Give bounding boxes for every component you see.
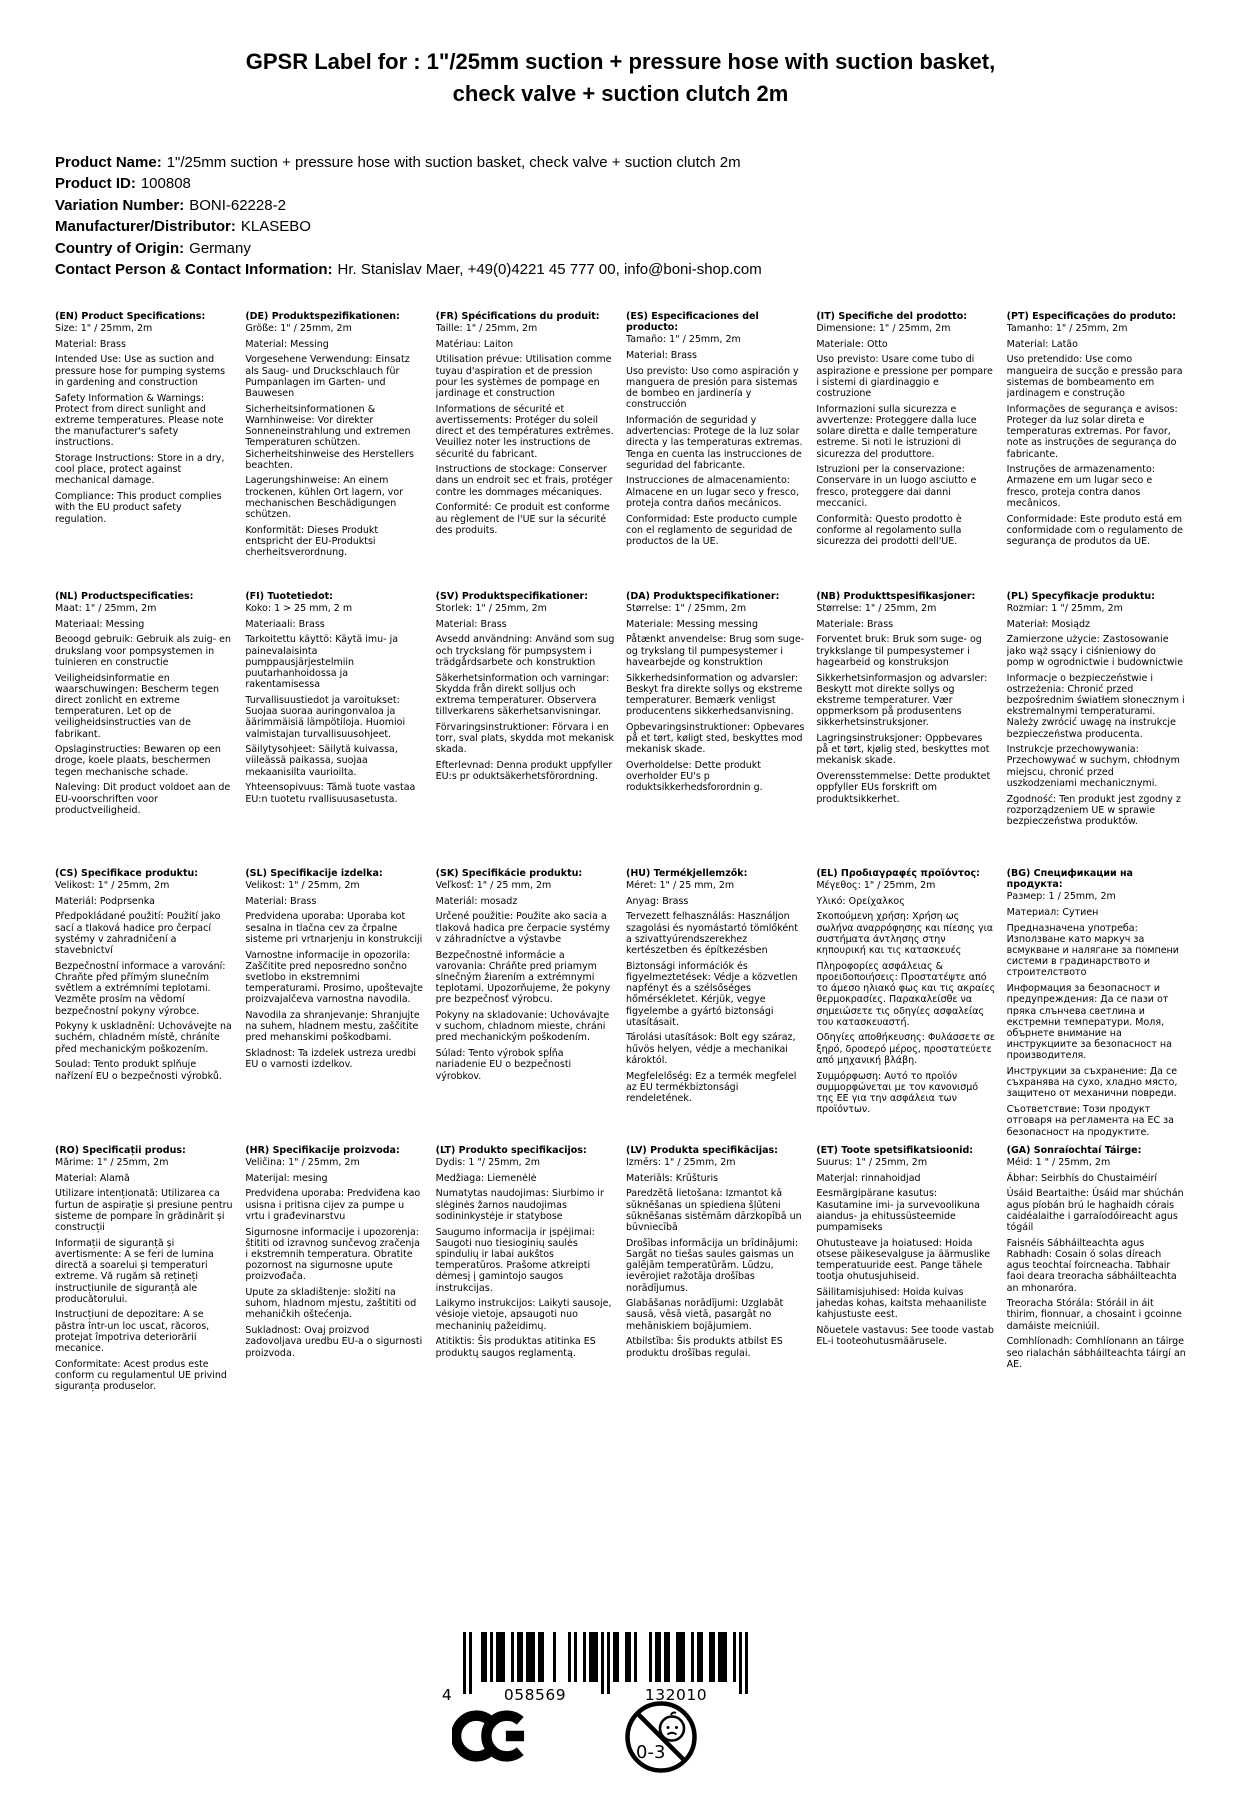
barcode-bar: [676, 1632, 679, 1682]
baby-face: [660, 1717, 684, 1741]
spec-paragraph: Dydis: 1 "/ 25mm, 2m: [435, 1156, 541, 1168]
barcode-bar: [658, 1632, 661, 1682]
spec-paragraph: Dimensione: 1" / 25mm, 2m: [816, 322, 951, 334]
barcode-bar: [520, 1632, 523, 1682]
product-info-row: [55, 216, 1186, 238]
product-info-row: [55, 238, 1186, 260]
spec-paragraph: Materijal: mesing: [245, 1172, 328, 1184]
spec-block-fr: [436, 311, 615, 591]
spec-paragraph: Biztonsági információk és figyelmeztetések: Védje a közvetlen napfényt és a szélsőséges hőmérsékletet. Kérjük, vegye figyelembe a gyártó biztonsági utasításait.: [625, 960, 798, 1028]
spec-paragraph: Izmērs: 1" / 25mm, 2m: [625, 1156, 736, 1168]
spec-paragraph: Suurus: 1" / 25mm, 2m: [816, 1156, 928, 1168]
spec-paragraph: Eesmärgipärane kasutus: Kasutamine imi- ja survevoolikuna aiandus- ja ehitussüsteemide pumpamiseks: [816, 1188, 980, 1233]
spec-paragraph: Instructions de stockage: Conserver dans un endroit sec et frais, protéger contre les dommages mécaniques.: [435, 464, 613, 498]
spec-block-heading: (DA) Produktspecifikationer:: [625, 590, 780, 602]
barcode-bar: [589, 1632, 592, 1682]
barcode-bar: [634, 1632, 637, 1682]
spec-paragraph: Материал: Сутиен: [1006, 906, 1099, 918]
spec-paragraph: Forventet bruk: Bruk som suge- og trykkslange til pumpesystemer i hagearbeid og konstruksjon: [816, 634, 982, 668]
spec-block-heading: (NB) Produkttspesifikasjoner:: [816, 590, 976, 602]
spec-block-heading: (ES) Especificaciones del producto:: [625, 310, 759, 333]
product-info-row: [55, 173, 1186, 195]
barcode-digit-first: 4: [441, 1686, 453, 1704]
spec-paragraph: Avsedd användning: Använd som sug och tryckslang för pumpsystem i trädgårdsarbete och konstruktion: [435, 634, 615, 668]
barcode-bar: [532, 1632, 535, 1682]
spec-paragraph: Υλικό: Ορείχαλκος: [816, 895, 905, 907]
spec-paragraph: Säilytysohjeet: Säilytä kuivassa, viileässä paikassa, suojaa mekaanisilta vaurioilta.: [245, 744, 398, 778]
spec-paragraph: Materjal: rinnahoidjad: [816, 1172, 921, 1184]
spec-paragraph: Informations de sécurité et avertissements: Protéger du soleil direct et des températures extrêmes. Veuillez noter les instructions de sécurité du fabricant.: [435, 403, 614, 460]
spec-paragraph: Overensstemmelse: Dette produktet oppfyller EUs forskrift om produktsikkerhet.: [816, 771, 991, 805]
spec-paragraph: Tamaño: 1" / 25mm, 2m: [625, 334, 741, 346]
barcode-digits-left: 058569: [503, 1686, 567, 1704]
spec-paragraph: Съответствие: Този продукт отговаря на регламента на ЕС за безопасност на продуктите.: [1006, 1104, 1174, 1138]
barcode-bar: [721, 1632, 724, 1682]
spec-block-es: [626, 311, 805, 591]
spec-paragraph: Tervezett felhasználás: Használjon szagolási és nyomástartó tömlőként a szivattyúrendszerekhez kertészetben és építkezésben: [625, 911, 798, 956]
spec-paragraph: Glabāšanas norādījumi: Uzglabāt sausā, vēsā vietā, pasargāt no mehāniskiem bojājumiem.: [625, 1298, 784, 1332]
barcode-bar: [655, 1632, 658, 1682]
spec-paragraph: Předpokládané použití: Použití jako sací a tlaková hadice pro čerpací systémy v zahradničení a stavebnictví: [55, 911, 221, 956]
spec-paragraph: Material: Brass: [55, 338, 126, 350]
barcode-bar: [538, 1632, 541, 1682]
barcode-bar: [469, 1632, 472, 1694]
barcode-bar: [712, 1632, 715, 1682]
spec-block-heading: (ET) Toote spetsifikatsioonid:: [816, 1144, 974, 1156]
spec-paragraph: Megfelelőség: Ez a termék megfelel az EU termékbiztonsági rendeletének.: [625, 1070, 797, 1104]
spec-block-it: [816, 311, 995, 591]
spec-paragraph: Veiligheidsinformatie en waarschuwingen: Bescherm tegen direct zonlicht en extreme temperaturen. Let op de veiligheidsinstructies van de fabrikant.: [55, 672, 219, 740]
barcode-bar: [574, 1632, 577, 1682]
spec-block-el: [816, 868, 995, 1145]
spec-paragraph: Conformità: Questo prodotto è conforme al regolamento sulla sicurezza dei prodotti dell'UE.: [816, 513, 962, 547]
spec-block-heading: (LT) Produkto specifikacijos:: [435, 1144, 587, 1156]
barcode-bar: [529, 1632, 532, 1682]
spec-paragraph: Velikost: 1" / 25mm, 2m: [245, 879, 360, 891]
barcode-bar: [718, 1632, 721, 1682]
barcode-bar: [526, 1632, 529, 1682]
spec-paragraph: Materiaali: Brass: [245, 618, 325, 630]
baby-hair-curl: [671, 1713, 676, 1715]
spec-block-fi: [245, 591, 424, 868]
barcode-bar: [499, 1632, 502, 1682]
spec-block-bg: [1007, 868, 1186, 1145]
spec-block-sl: [245, 868, 424, 1145]
barcode-bar: [667, 1632, 670, 1682]
spec-block-cs: [55, 868, 234, 1145]
spec-paragraph: Tamanho: 1" / 25mm, 2m: [1006, 322, 1128, 334]
barcode-bar: [733, 1632, 736, 1682]
spec-paragraph: Material: Brass: [435, 618, 507, 630]
spec-paragraph: Nõuetele vastavus: See toode vastab EL-i tooteohutusmäärusele.: [816, 1325, 994, 1348]
barcode-bar: [502, 1632, 505, 1682]
spec-paragraph: Pokyny k uskladnění: Uchovávejte na suchém, chladném místě, chráníte před mechanickým poškozením.: [55, 1021, 232, 1055]
spec-paragraph: Materiál: Podprsenka: [55, 895, 155, 907]
spec-paragraph: Overholdelse: Dette produkt overholder EU's p roduktsikkerhedsforordnin g.: [625, 759, 763, 794]
baby-eye-right: [675, 1726, 678, 1729]
barcode-bar: [607, 1632, 610, 1694]
age-warning-label: 0-3: [636, 1742, 666, 1763]
spec-paragraph: Anyag: Brass: [625, 895, 689, 907]
spec-block-en: [55, 311, 234, 591]
product-info: [55, 152, 1186, 281]
spec-paragraph: Intended Use: Use as suction and pressure hose for pumping systems in gardening and construction: [55, 354, 226, 388]
spec-paragraph: Atbilstība: Šis produkts atbilst ES produktu drošības regulai.: [625, 1336, 783, 1359]
spec-paragraph: Utilisation prévue: Utilisation comme tuyau d'aspiration et de pression pour les systèmes de pompage en jardinage et construction: [435, 354, 612, 399]
spec-paragraph: Istruzioni per la conservazione: Conservare in un luogo asciutto e fresco, proteggere dai danni meccanici.: [816, 464, 977, 509]
spec-paragraph: Vorgesehene Verwendung: Einsatz als Saug- und Druckschlauch für Pumpanlagen im Garten- und Bauwesen: [245, 354, 410, 399]
barcode-bar: [724, 1632, 727, 1682]
spec-paragraph: Conformité: Ce produit est conforme au règlement de l'UE sur la sécurité des produits.: [435, 502, 610, 536]
barcode-bar: [625, 1632, 628, 1682]
spec-block-ga: [1007, 1145, 1186, 1393]
spec-block-heading: (SL) Specifikacije izdelka:: [245, 867, 383, 879]
spec-paragraph: Paredzētā lietošana: Izmantot kā sūknēšanas un spiediena šļūteni sūknēšanas sistēmām dārzkopībā un būvniecībā: [625, 1188, 802, 1233]
barcode-bar: [601, 1632, 604, 1694]
spec-paragraph: Matériau: Laiton: [435, 338, 514, 350]
barcode-bar: [628, 1632, 631, 1682]
spec-paragraph: Størrelse: 1" / 25mm, 2m: [625, 602, 747, 614]
spec-paragraph: Varnostne informacije in opozorila: Zaščitite pred neposredno sončno svetlobo in ekstremnimi temperaturami. Prosimo, upoštevajte proizvajalčeva varnostna navodila.: [245, 949, 423, 1006]
spec-block-pt: [1007, 311, 1186, 591]
product-info-value: KLASEBO: [240, 218, 311, 236]
spec-paragraph: Storage Instructions: Store in a dry, cool place, protect against mechanical damage.: [55, 453, 225, 487]
page-title: GPSR Label for : 1"/25mm suction + pressure hose with suction basket, check valve + suction clutch 2m: [245, 49, 996, 106]
spec-paragraph: Materiál: mosadz: [435, 895, 518, 907]
spec-paragraph: Sigurnosne informacije i upozorenja: štititi od izravnog sunčevog zračenja i ekstremnih temperatura. Obratite pozornost na sigurnosne upute proizvođača.: [245, 1226, 420, 1283]
spec-paragraph: Beoogd gebruik: Gebruik als zuig- en drukslang voor pompsystemen in tuinieren en constructie: [55, 634, 232, 668]
spec-paragraph: Conformidad: Este producto cumple con el reglamento de seguridad de productos de la UE.: [625, 513, 798, 547]
spec-block-heading: (IT) Specifiche del prodotto:: [816, 310, 968, 322]
spec-paragraph: Material: Brass: [245, 895, 317, 907]
spec-paragraph: Materiale: Otto: [816, 338, 888, 350]
barcode-bar: [583, 1632, 586, 1682]
spec-paragraph: Laikymo instrukcijos: Laikyti sausoje, vėsioje vietoje, apsaugoti nuo mechaninių pažeidimų.: [435, 1298, 612, 1332]
spec-paragraph: Информация за безопасност и предупреждения: Да се пази от пряка слънчева светлина и екстремни температури. Моля, обърнете внимание на инструкциите за безопасност на производителя.: [1006, 983, 1172, 1062]
spec-paragraph: Zamierzone użycie: Zastosowanie jako wąż ssący i ciśnieniowy do pomp w ogrodnictwie i budownictwie: [1006, 634, 1184, 668]
spec-paragraph: Numatytas naudojimas: Siurbimo ir slėginės žarnos naudojimas sodininkystėje ir statybose: [435, 1188, 604, 1222]
spec-paragraph: Förvaringsinstruktioner: Förvara i en torr, sval plats, skydda mot mekanisk skada.: [435, 721, 614, 756]
product-info-row: [55, 259, 1186, 281]
spec-block-da: [626, 591, 805, 868]
spec-paragraph: Skladnost: Ta izdelek ustreza uredbi EU o varnosti izdelkov.: [245, 1048, 416, 1071]
barcode-bar: [595, 1632, 598, 1682]
spec-block-heading: (BG) Спецификации на продукта:: [1006, 867, 1133, 890]
spec-paragraph: Atitiktis: Šis produktas atitinka ES produktų saugos reglamentą.: [435, 1336, 596, 1359]
barcode-bar: [700, 1632, 703, 1682]
product-info-row: [55, 152, 1186, 174]
spec-paragraph: Πληροφορίες ασφάλειας & προειδοποιήσεις: Προστατέψτε από το άμεσο ηλιακό φως και τις ακραίες θερμοκρασίες. Παρακαλείσθε να σημειώσετε τις οδηγίες ασφαλείας του κατασκευαστή.: [816, 960, 996, 1028]
spec-paragraph: Treoracha Stórála: Stóráil in áit thirim, fionnuar, a chosaint i gcoinne damáiste meicniúil.: [1006, 1298, 1182, 1332]
spec-paragraph: Säilitamisjuhised: Hoida kuivas jahedas kohas, kaitsta mehaaniliste kahjustuste eest.: [816, 1287, 987, 1321]
spec-block-et: [816, 1145, 995, 1393]
ce-mark-icon: [452, 1710, 532, 1762]
barcode-bar: [496, 1632, 499, 1682]
spec-paragraph: Ohutusteave ja hoiatused: Hoida otsese päikesevalguse ja äärmuslike temperatuuride eest. Pange tähele tootja ohutusjuhiseid.: [816, 1237, 991, 1283]
spec-paragraph: Koko: 1 > 25 mm, 2 m: [245, 602, 353, 614]
barcode-bar: [511, 1632, 514, 1682]
age-warning-svg: [624, 1700, 698, 1774]
spec-block-sk: [436, 868, 615, 1145]
spec-block-heading: (SV) Produktspecifikationer:: [435, 590, 589, 602]
spec-paragraph: Méret: 1" / 25 mm, 2m: [625, 879, 735, 891]
spec-paragraph: Yhteensopivuus: Tämä tuote vastaa EU:n tuotetu rvallisuusasetusta.: [245, 782, 416, 805]
spec-paragraph: Sikkerhedsinformation og advarsler: Beskyt fra direkte sollys og ekstreme temperaturer. Bemærk venligst producentens sikkerhedsanvisning.: [625, 672, 803, 718]
spec-paragraph: Drošības informācija un brīdinājumi: Sargāt no tiešas saules gaismas un galējām temperatūrām. Lūdzu, ievērojiet ražotāja drošības norādījumus.: [625, 1237, 799, 1294]
product-info-label: Manufacturer/Distributor:: [55, 218, 236, 236]
barcode-bar: [616, 1632, 619, 1682]
spec-paragraph: Efterlevnad: Denna produkt uppfyller EU:s pr oduktsäkerhetsförordning.: [435, 759, 613, 783]
barcode-bar: [553, 1632, 556, 1682]
spec-paragraph: Påtænkt anvendelse: Brug som suge- og trykslang til pumpesystemer i havearbejde og konstruktion: [625, 634, 805, 668]
spec-paragraph: Materiaal: Messing: [55, 618, 145, 630]
spec-paragraph: Información de seguridad y advertencias: Protege de la luz solar directa y las temperaturas extremas. Tenga en cuenta las instrucciones de seguridad del fabricante.: [625, 414, 803, 471]
spec-paragraph: Storlek: 1" / 25mm, 2m: [435, 602, 547, 614]
spec-paragraph: Materiāls: Krūšturis: [625, 1172, 719, 1184]
barcode-bar: [691, 1632, 694, 1682]
ean13-barcode-svg: [427, 1632, 749, 1704]
spec-paragraph: Pokyny na skladovanie: Uchovávajte v suchom, chladnom mieste, chráni pred mechanickým poškodením.: [435, 1010, 610, 1044]
spec-block-ro: [55, 1145, 234, 1393]
spec-paragraph: Μέγεθος: 1" / 25mm, 2m: [816, 879, 936, 891]
spec-block-nl: [55, 591, 234, 868]
spec-paragraph: Turvallisuustiedot ja varoitukset: Suojaa suoraa auringonvaloa ja äärimmäisiä lämpötiloja. Huomioi valmistajan turvallisuusohjeet.: [245, 694, 406, 740]
spec-paragraph: Utilizare intenționată: Utilizarea ca furtun de aspirație și presiune pentru sisteme de pompare în grădinărit și construcții: [55, 1188, 233, 1233]
spec-block-heading: (HU) Termékjellemzők:: [625, 867, 748, 879]
spec-paragraph: Bezpečnostné informácie a varovania: Chráňte pred priamym slnečným žiarením a extrémnymi teplotami. Upozorňujeme, že pokyny pre bezpečnosť výrobcu.: [435, 949, 611, 1006]
spec-paragraph: Navodila za shranjevanje: Shranjujte na suhem, hladnem mestu, zaščitite pred mehanskimi poškodbami.: [245, 1010, 420, 1044]
spec-block-heading: (PT) Especificações do produto:: [1006, 310, 1177, 322]
spec-paragraph: Predvidena uporaba: Uporaba kot sesalna in tlačna cev za črpalne sisteme pri vrtnarjenju in konstrukciji: [245, 911, 423, 945]
product-info-label: Country of Origin:: [55, 239, 185, 257]
spec-block-heading: (HR) Specifikacije proizvoda:: [245, 1144, 400, 1156]
spec-paragraph: Conformitate: Acest produs este conform cu regulamentul UE privind siguranța produselor.: [55, 1358, 227, 1393]
product-info-label: Product ID:: [55, 175, 136, 193]
spec-paragraph: Compliance: This product complies with the EU product safety regulation.: [55, 491, 222, 525]
spec-block-heading: (PL) Specyfikacje produktu:: [1006, 590, 1155, 602]
spec-paragraph: Conformidade: Este produto está em conformidade com o regulamento de segurança de produtos da UE.: [1006, 513, 1183, 547]
spec-paragraph: Maat: 1" / 25mm, 2m: [55, 602, 157, 614]
spec-paragraph: Naleving: Dit product voldoet aan de EU-voorschriften voor productveiligheid.: [55, 782, 231, 816]
spec-paragraph: Size: 1" / 25mm, 2m: [55, 322, 153, 334]
barcode-bar: [490, 1632, 493, 1682]
spec-paragraph: Zgodność: Ten produkt jest zgodny z rozporządzeniem UE w sprawie bezpieczeństwa produktów.: [1006, 793, 1181, 827]
spec-paragraph: Upute za skladištenje: složiti na suhom, hladnom mjestu, zaštititi od mehaničkih oštećenja.: [245, 1287, 417, 1321]
spec-paragraph: Safety Information & Warnings: Protect from direct sunlight and extreme temperatures. Please note the manufacturer's safety instructions.: [55, 392, 224, 449]
spec-paragraph: Méid: 1 " / 25mm, 2m: [1006, 1156, 1111, 1168]
spec-paragraph: Ábhar: Seirbhís do Chustaiméirí: [1006, 1172, 1158, 1184]
spec-block-heading: (FI) Tuotetiedot:: [245, 590, 333, 602]
spec-block-heading: (GA) Sonraíochtaí Táirge:: [1006, 1144, 1142, 1156]
spec-block-pl: [1007, 591, 1186, 868]
product-info-value: 1"/25mm suction + pressure hose with suction basket, check valve + suction clutch 2m: [166, 153, 741, 171]
product-info-label: Variation Number:: [55, 196, 185, 214]
spec-paragraph: Opbevaringsinstruktioner: Opbevares på et tørt, køligt sted, beskyttes mod mekanisk skade.: [625, 721, 805, 756]
product-info-value: BONI-62228-2: [189, 196, 286, 214]
spec-paragraph: Informações de segurança e avisos: Proteger da luz solar direta e temperaturas extremas. Por favor, note as instruções de segurança do fabricante.: [1006, 403, 1178, 460]
spec-paragraph: Material: Brass: [625, 349, 697, 361]
spec-paragraph: Rozmiar: 1 "/ 25mm, 2m: [1006, 602, 1123, 614]
spec-paragraph: Súlad: Tento výrobok spĺňa nariadenie EU o bezpečnosti výrobkov.: [435, 1048, 572, 1082]
product-info-label: Product Name:: [55, 153, 162, 171]
barcode-bar: [463, 1632, 466, 1694]
spec-block-sv: [436, 591, 615, 868]
baby-frown: [668, 1733, 677, 1735]
spec-paragraph: Tárolási utasítások: Bolt egy száraz, hűvös helyen, védje a mechanikai károktól.: [625, 1032, 796, 1066]
spec-block-heading: (EN) Product Specifications:: [55, 310, 206, 322]
spec-paragraph: Úsáid Beartaithe: Úsáid mar shúchán agus píobán brú le haghaidh córais caidéalaithe i garraíodóireacht agus tógáil: [1006, 1188, 1184, 1233]
spec-paragraph: Určené použitie: Použite ako sacia a tlaková hadica pre čerpacie systémy v záhradníctve a výstavbe: [435, 911, 610, 945]
barcode-bar: [484, 1632, 487, 1682]
spec-paragraph: Opslaginstructies: Bewaren op een droge, koele plaats, beschermen tegen mechanische schade.: [55, 744, 221, 778]
spec-paragraph: Lagringsinstruksjoner: Oppbevares på et tørt, kjølig sted, beskyttes mot mekanisk skade.: [816, 733, 990, 767]
spec-block-hr: [245, 1145, 424, 1393]
spec-paragraph: Instrucțiuni de depozitare: A se păstra într-un loc uscat, răcoros, protejat împotriva deteriorării mecanice.: [55, 1309, 210, 1355]
spec-block-lt: [436, 1145, 615, 1393]
gpsr-label-page: [0, 46, 1241, 1763]
spec-paragraph: Uso pretendido: Use como mangueira de sucção e pressão para sistemas de bombeamento em jardinagem e construção: [1006, 354, 1183, 399]
spec-paragraph: Tarkoitettu käyttö: Käytä imu- ja painevalaisinta pumppausjärjestelmiin puutarhanhoidossa ja rakentamisessa: [245, 634, 399, 691]
spec-block-nb: [816, 591, 995, 868]
spec-paragraph: Taille: 1" / 25mm, 2m: [435, 322, 538, 334]
spec-paragraph: Materiał: Mosiądz: [1006, 618, 1090, 630]
spec-block-heading: (FR) Spécifications du produit:: [435, 310, 600, 322]
spec-paragraph: Инструкции за съхранение: Да се съхранява на сухо, хладно място, защитено от механични повреди.: [1006, 1066, 1178, 1100]
spec-paragraph: Material: Alamă: [55, 1172, 130, 1184]
spec-paragraph: Predviđena uporaba: Predviđena kao usisna i pritisna cijev za pumpe u vrtu i građevinarstvu: [245, 1188, 421, 1222]
barcode-bar: [517, 1632, 520, 1682]
spec-paragraph: Størrelse: 1" / 25mm, 2m: [816, 602, 937, 614]
product-info-value: 100808: [140, 175, 191, 193]
barcode-bar: [739, 1632, 742, 1694]
barcode-digits-right: 132010: [644, 1686, 708, 1704]
spec-paragraph: Предназначена употреба: Използване като маркуч за всмукване и налягане за помпени системи в градинарството и строителството: [1006, 922, 1179, 979]
spec-paragraph: Instrukcje przechowywania: Przechowywać w suchym, chłodnym miejscu, chronić przed uszkodzeniami mechanicznymi.: [1006, 744, 1180, 789]
spec-paragraph: Saugumo informacija ir įspėjimai: Saugoti nuo tiesioginių saulės spindulių ir labai aukštos temperatūros. Prašome atkreipti dėmesį į gamintojo saugos instrukcijas.: [435, 1226, 595, 1294]
spec-paragraph: Mărime: 1" / 25mm, 2m: [55, 1156, 169, 1168]
spec-paragraph: Comhlíonadh: Comhlíonann an táirge seo rialachán sábháilteachta táirgí an AE.: [1006, 1336, 1186, 1370]
spec-paragraph: Informații de siguranță și avertismente: A se feri de lumina directă a soarelui și temperaturi extreme. Vă rugăm să rețineți instrucțiunile de siguranță ale producătorului.: [55, 1237, 214, 1305]
spec-block-heading: (RO) Specificații produs:: [55, 1144, 186, 1156]
barcode-bar: [592, 1632, 595, 1682]
spec-paragraph: Informazioni sulla sicurezza e avvertenze: Proteggere dalla luce solare diretta e dalle temperature estreme. Si noti le istruzioni di sicurezza del produttore.: [816, 403, 978, 460]
spec-block-heading: (SK) Špecifikácie produktu:: [435, 867, 583, 879]
barcode-bar: [541, 1632, 544, 1682]
spec-paragraph: Συμμόρφωση: Αυτό το προϊόν συμμορφώνεται με τον κανονισμό της ΕΕ για την ασφάλεια των προϊόντων.: [816, 1070, 979, 1116]
barcode-bar: [649, 1632, 652, 1682]
spec-block-heading: (LV) Produkta specifikācijas:: [625, 1144, 778, 1156]
barcode-bar: [745, 1632, 748, 1694]
spec-paragraph: Veličina: 1" / 25mm, 2m: [245, 1156, 360, 1168]
spec-paragraph: Instruções de armazenamento: Armazene em um lugar seco e fresco, proteja contra danos mecânicos.: [1006, 464, 1155, 509]
barcode-bar: [664, 1632, 667, 1682]
spec-paragraph: Uso previsto: Usare come tubo di aspirazione e pressione per pompare i sistemi di giardinaggio e costruzione: [816, 354, 993, 399]
barcode-bar: [679, 1632, 682, 1682]
spec-block-heading: (EL) Προδιαγραφές προϊόντος:: [816, 867, 980, 879]
spec-block-lv: [626, 1145, 805, 1393]
spec-block-hu: [626, 868, 805, 1145]
spec-paragraph: Sicherheitsinformationen & Warnhinweise: Vor direkter Sonneneinstrahlung und extremen Temperaturen schützen. Sicherheitshinweise des Herstellers beachten.: [245, 403, 414, 471]
ean13-barcode: [427, 1632, 749, 1704]
spec-block-heading: (DE) Produktspezifikationen:: [245, 310, 400, 322]
spec-paragraph: Размер: 1 / 25mm, 2m: [1006, 891, 1116, 903]
spec-paragraph: Velikost: 1" / 25mm, 2m: [55, 879, 170, 891]
spec-paragraph: Konformität: Dieses Produkt entspricht der EU-Produktsi cherheitsverordnung.: [245, 524, 379, 559]
barcode-bar: [697, 1632, 700, 1682]
spec-block-heading: (CS) Specifikace produktu:: [55, 867, 199, 879]
spec-paragraph: Säkerhetsinformation och varningar: Skydda från direkt solljus och extrema temperaturer. Observera tillverkarens säkerhetsanvisningar.: [435, 672, 610, 718]
product-info-value: Hr. Stanislav Maer, +49(0)4221 45 777 00, info@boni-shop.com: [337, 261, 762, 279]
spec-paragraph: Medžiaga: Liemenėlė: [435, 1172, 537, 1184]
spec-paragraph: Materiale: Brass: [816, 618, 894, 630]
spec-paragraph: Uso previsto: Uso como aspiración y manguera de presión para sistemas de bombeo en jardinería y construcción: [625, 365, 799, 411]
age-warning-0-3-icon: [624, 1700, 698, 1774]
spec-paragraph: Sikkerhetsinformasjon og advarsler: Beskytt mot direkte sollys og ekstreme temperaturer. Vær oppmerksom på produsentens sikkerhetsinstruksjoner.: [816, 672, 988, 729]
baby-eye-left: [667, 1726, 670, 1729]
ce-mark-svg: [452, 1710, 532, 1762]
product-info-value: Germany: [189, 239, 251, 257]
barcode-bar: [709, 1632, 712, 1682]
spec-paragraph: Informacje o bezpieczeństwie i ostrzeżenia: Chronić przed bezpośrednim światłem słonecznym i ekstremalnymi temperaturami. Należy zwrócić uwagę na instrukcje bezpieczeństwa producenta.: [1006, 672, 1185, 740]
spec-paragraph: Οδηγίες αποθήκευσης: Φυλάσσετε σε ξηρό, δροσερό μέρος, προστατεύετε από μηχανική βλάβη.: [816, 1032, 995, 1066]
spec-grid: [55, 311, 1186, 1393]
spec-paragraph: Faisnéis Sábháilteachta agus Rabhadh: Cosain ó solas díreach agus teochtaí foircneacha. Tabhair faoi deara treoracha sábháilteachta an mhonaróra.: [1006, 1237, 1177, 1294]
spec-block-de: [245, 311, 424, 591]
barcode-bar: [613, 1632, 616, 1682]
spec-paragraph: Σκοπούμενη χρήση: Χρήση ως σωλήνα αναρρόφησης και πίεσης για συστήματα άντλησης στην κηπουρική και τις κατασκευές: [816, 911, 994, 956]
spec-paragraph: Veľkosť: 1" / 25 mm, 2m: [435, 879, 552, 891]
product-info-row: [55, 195, 1186, 217]
spec-paragraph: Instrucciones de almacenamiento: Almacene en un lugar seco y fresco, proteja contra daños mecánicos.: [625, 475, 799, 509]
spec-paragraph: Sukladnost: Ovaj proizvod zadovoljava uredbu EU-a o sigurnosti proizvoda.: [245, 1325, 423, 1359]
spec-paragraph: Größe: 1" / 25mm, 2m: [245, 322, 352, 334]
barcode-bar: [481, 1632, 484, 1682]
product-info-label: Contact Person & Contact Information:: [55, 261, 333, 279]
spec-paragraph: Materiale: Messing messing: [625, 618, 758, 630]
barcode-bar: [682, 1632, 685, 1682]
spec-paragraph: Bezpečnostní informace a varování: Chraňte před přímým slunečním světlem a extrémními teplotami. Vezměte prosím na vědomí bezpečnostní pokyny výrobce.: [55, 960, 226, 1017]
spec-paragraph: Lagerungshinweise: An einem trockenen, kühlen Ort lagern, vor mechanischen Beschädigungen schützen.: [245, 475, 404, 521]
spec-paragraph: Material: Messing: [245, 338, 329, 350]
spec-paragraph: Material: Latão: [1006, 338, 1078, 350]
barcode-bar: [568, 1632, 571, 1682]
spec-paragraph: Soulad: Tento produkt splňuje nařízení EU o bezpečnosti výrobků.: [55, 1059, 222, 1082]
spec-block-heading: (NL) Productspecificaties:: [55, 590, 194, 602]
